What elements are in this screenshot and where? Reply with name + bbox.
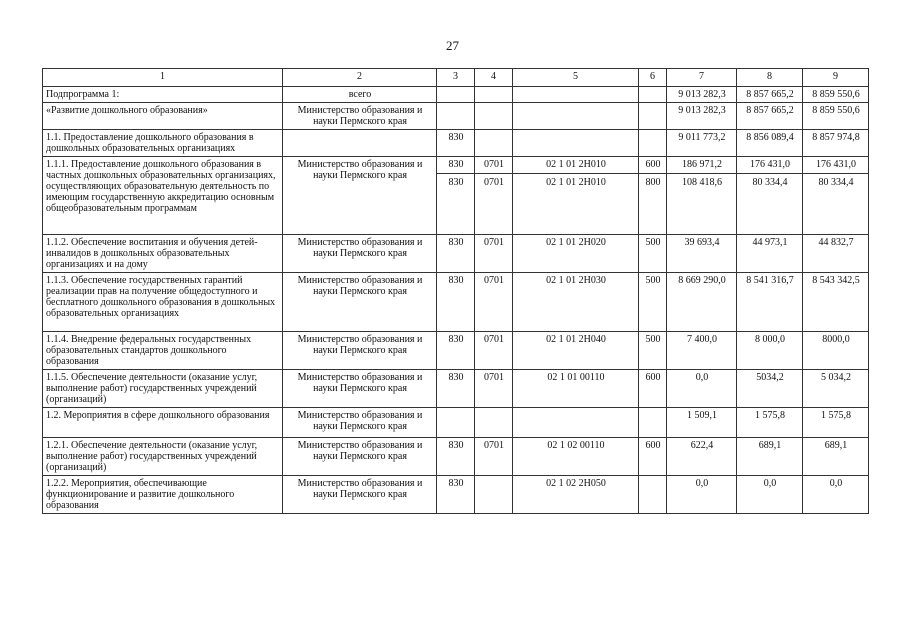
- row-section-code: [475, 476, 513, 514]
- row-org-cell: Министерство образования и науки Пермского края: [283, 438, 437, 476]
- row-section-code: 0701: [475, 370, 513, 408]
- column-number: 6: [639, 69, 667, 87]
- header-row: [43, 69, 869, 87]
- split-line-value: 176 431,0: [750, 159, 790, 170]
- page-number: 27: [446, 38, 459, 53]
- row-value-year3: 44 832,7: [803, 235, 869, 273]
- row-value-year3: 8 859 550,6: [803, 87, 869, 103]
- row-target-code: 02 1 02 00110: [513, 438, 639, 476]
- column-number: 5: [513, 69, 639, 87]
- row-value-year2: 5034,2: [737, 370, 803, 408]
- row-target-code: [513, 87, 639, 103]
- row-ministry-code: 830: [437, 370, 475, 408]
- table-row: [43, 157, 869, 235]
- row-section-code: 0701: [475, 273, 513, 332]
- row-ministry-code: [437, 408, 475, 438]
- row-value-year1: 7 400,0: [667, 332, 737, 370]
- row-ministry-code: 830: [437, 130, 475, 157]
- split-line-value: 80 334,4: [803, 173, 868, 188]
- row-value-year2: 8 541 316,7: [737, 273, 803, 332]
- row-target-code: [513, 130, 639, 157]
- split-line-value: 830: [437, 173, 474, 188]
- row-value-year3: 8 543 342,5: [803, 273, 869, 332]
- row-name-cell: Подпрограмма 1:: [43, 87, 283, 103]
- row-expense-type: [639, 130, 667, 157]
- table-row: [43, 87, 869, 103]
- row-target-code: [513, 157, 639, 235]
- row-target-code: [513, 103, 639, 130]
- row-value-year2: 8 857 665,2: [737, 87, 803, 103]
- row-section-code: [475, 130, 513, 157]
- row-value-year3: 689,1: [803, 438, 869, 476]
- row-ministry-code: 830: [437, 332, 475, 370]
- split-line-value: 108 418,6: [667, 173, 736, 188]
- split-line-value: 80 334,4: [737, 173, 802, 188]
- row-org-cell: Министерство образования и науки Пермского края: [283, 476, 437, 514]
- row-name-cell: 1.1. Предоставление дошкольного образования в дошкольных образовательных организациях: [43, 130, 283, 157]
- row-value-year2: 689,1: [737, 438, 803, 476]
- row-name-cell: 1.1.2. Обеспечение воспитания и обучения детей-инвалидов в дошкольных образовательных организациях и на дому: [43, 235, 283, 273]
- row-org-cell: Министерство образования и науки Пермского края: [283, 235, 437, 273]
- row-expense-type: [639, 408, 667, 438]
- row-ministry-code: 830: [437, 235, 475, 273]
- budget-table: [42, 68, 869, 514]
- row-target-code: 02 1 01 2Н020: [513, 235, 639, 273]
- row-org-cell: Министерство образования и науки Пермского края: [283, 103, 437, 130]
- row-section-code: [475, 87, 513, 103]
- table-row: [43, 332, 869, 370]
- row-value-year3: [803, 157, 869, 235]
- row-target-code: 02 1 01 2Н030: [513, 273, 639, 332]
- row-expense-type: [639, 103, 667, 130]
- row-value-year1: 9 013 282,3: [667, 103, 737, 130]
- row-value-year3: 5 034,2: [803, 370, 869, 408]
- row-section-code: 0701: [475, 332, 513, 370]
- row-value-year2: 1 575,8: [737, 408, 803, 438]
- row-name-cell: 1.1.1. Предоставление дошкольного образования в частных дошкольных образовательных организациях, осуществляющих образовательную деятельность по имеющим государственную аккредитацию основным общеобразовательным программам: [43, 157, 283, 235]
- row-org-cell: Министерство образования и науки Пермского края: [283, 370, 437, 408]
- row-value-year1: 622,4: [667, 438, 737, 476]
- row-org-cell: Министерство образования и науки Пермского края: [283, 332, 437, 370]
- row-target-code: 02 1 01 00110: [513, 370, 639, 408]
- split-line-value: 800: [639, 173, 666, 188]
- row-value-year1: 0,0: [667, 370, 737, 408]
- row-name-cell: 1.1.3. Обеспечение государственных гарантий реализации прав на получение общедоступного и бесплатного дошкольного образования в дошкольных образовательных организациях: [43, 273, 283, 332]
- row-value-year3: 8000,0: [803, 332, 869, 370]
- row-expense-type: 500: [639, 273, 667, 332]
- split-line-value: 186 971,2: [682, 159, 722, 170]
- row-expense-type: 500: [639, 235, 667, 273]
- column-number: 3: [437, 69, 475, 87]
- row-value-year2: 44 973,1: [737, 235, 803, 273]
- row-expense-type: 600: [639, 370, 667, 408]
- row-ministry-code: 830: [437, 273, 475, 332]
- row-value-year1: 0,0: [667, 476, 737, 514]
- row-expense-type: [639, 157, 667, 235]
- column-number: 1: [43, 69, 283, 87]
- split-line-value: 830: [448, 159, 464, 170]
- row-value-year2: 8 000,0: [737, 332, 803, 370]
- table-row: [43, 235, 869, 273]
- column-number: 4: [475, 69, 513, 87]
- row-value-year1: [667, 157, 737, 235]
- table-row: [43, 476, 869, 514]
- row-expense-type: [639, 87, 667, 103]
- row-org-cell: Министерство образования и науки Пермского края: [283, 273, 437, 332]
- row-name-cell: 1.1.5. Обеспечение деятельности (оказание услуг, выполнение работ) государственных учреждений (организаций): [43, 370, 283, 408]
- row-ministry-code: [437, 157, 475, 235]
- column-number: 8: [737, 69, 803, 87]
- row-value-year3: 8 859 550,6: [803, 103, 869, 130]
- row-target-code: 02 1 02 2Н050: [513, 476, 639, 514]
- split-line-value: 0701: [475, 173, 512, 188]
- split-line-value: 02 1 01 2Н010: [513, 173, 638, 188]
- column-number: 9: [803, 69, 869, 87]
- row-value-year1: 9 011 773,2: [667, 130, 737, 157]
- row-value-year2: 0,0: [737, 476, 803, 514]
- table-row: [43, 130, 869, 157]
- row-value-year1: 1 509,1: [667, 408, 737, 438]
- column-number: 7: [667, 69, 737, 87]
- row-ministry-code: 830: [437, 476, 475, 514]
- table-row: [43, 438, 869, 476]
- row-value-year1: 39 693,4: [667, 235, 737, 273]
- row-value-year2: [737, 157, 803, 235]
- row-section-code: [475, 103, 513, 130]
- row-target-code: 02 1 01 2Н040: [513, 332, 639, 370]
- row-ministry-code: [437, 87, 475, 103]
- table-row: [43, 370, 869, 408]
- row-value-year2: 8 856 089,4: [737, 130, 803, 157]
- row-name-cell: «Развитие дошкольного образования»: [43, 103, 283, 130]
- row-section-code: 0701: [475, 438, 513, 476]
- row-value-year1: 9 013 282,3: [667, 87, 737, 103]
- row-name-cell: 1.2.1. Обеспечение деятельности (оказание услуг, выполнение работ) государственных учреждений (организаций): [43, 438, 283, 476]
- row-section-code: 0701: [475, 235, 513, 273]
- row-ministry-code: 830: [437, 438, 475, 476]
- row-name-cell: 1.1.4. Внедрение федеральных государственных образовательных стандартов дошкольного образования: [43, 332, 283, 370]
- split-line-value: 600: [645, 159, 661, 170]
- table-row: [43, 103, 869, 130]
- row-org-cell: [283, 130, 437, 157]
- row-name-cell: 1.2.2. Мероприятия, обеспечивающие функционирование и развитие дошкольного образования: [43, 476, 283, 514]
- split-line-value: 176 431,0: [816, 159, 856, 170]
- table-row: [43, 273, 869, 332]
- row-value-year1: 8 669 290,0: [667, 273, 737, 332]
- row-org-cell: Министерство образования и науки Пермского края: [283, 157, 437, 235]
- row-value-year3: 0,0: [803, 476, 869, 514]
- split-line-value: 0701: [484, 159, 504, 170]
- row-expense-type: 600: [639, 438, 667, 476]
- column-number: 2: [283, 69, 437, 87]
- row-expense-type: [639, 476, 667, 514]
- row-value-year2: 8 857 665,2: [737, 103, 803, 130]
- row-name-cell: 1.2. Мероприятия в сфере дошкольного образования: [43, 408, 283, 438]
- row-section-code: [475, 157, 513, 235]
- split-line-value: 02 1 01 2Н010: [546, 159, 606, 170]
- row-target-code: [513, 408, 639, 438]
- row-expense-type: 500: [639, 332, 667, 370]
- row-value-year3: 8 857 974,8: [803, 130, 869, 157]
- row-ministry-code: [437, 103, 475, 130]
- row-org-cell: Министерство образования и науки Пермского края: [283, 408, 437, 438]
- row-value-year3: 1 575,8: [803, 408, 869, 438]
- row-section-code: [475, 408, 513, 438]
- table-row: [43, 408, 869, 438]
- row-org-cell: всего: [283, 87, 437, 103]
